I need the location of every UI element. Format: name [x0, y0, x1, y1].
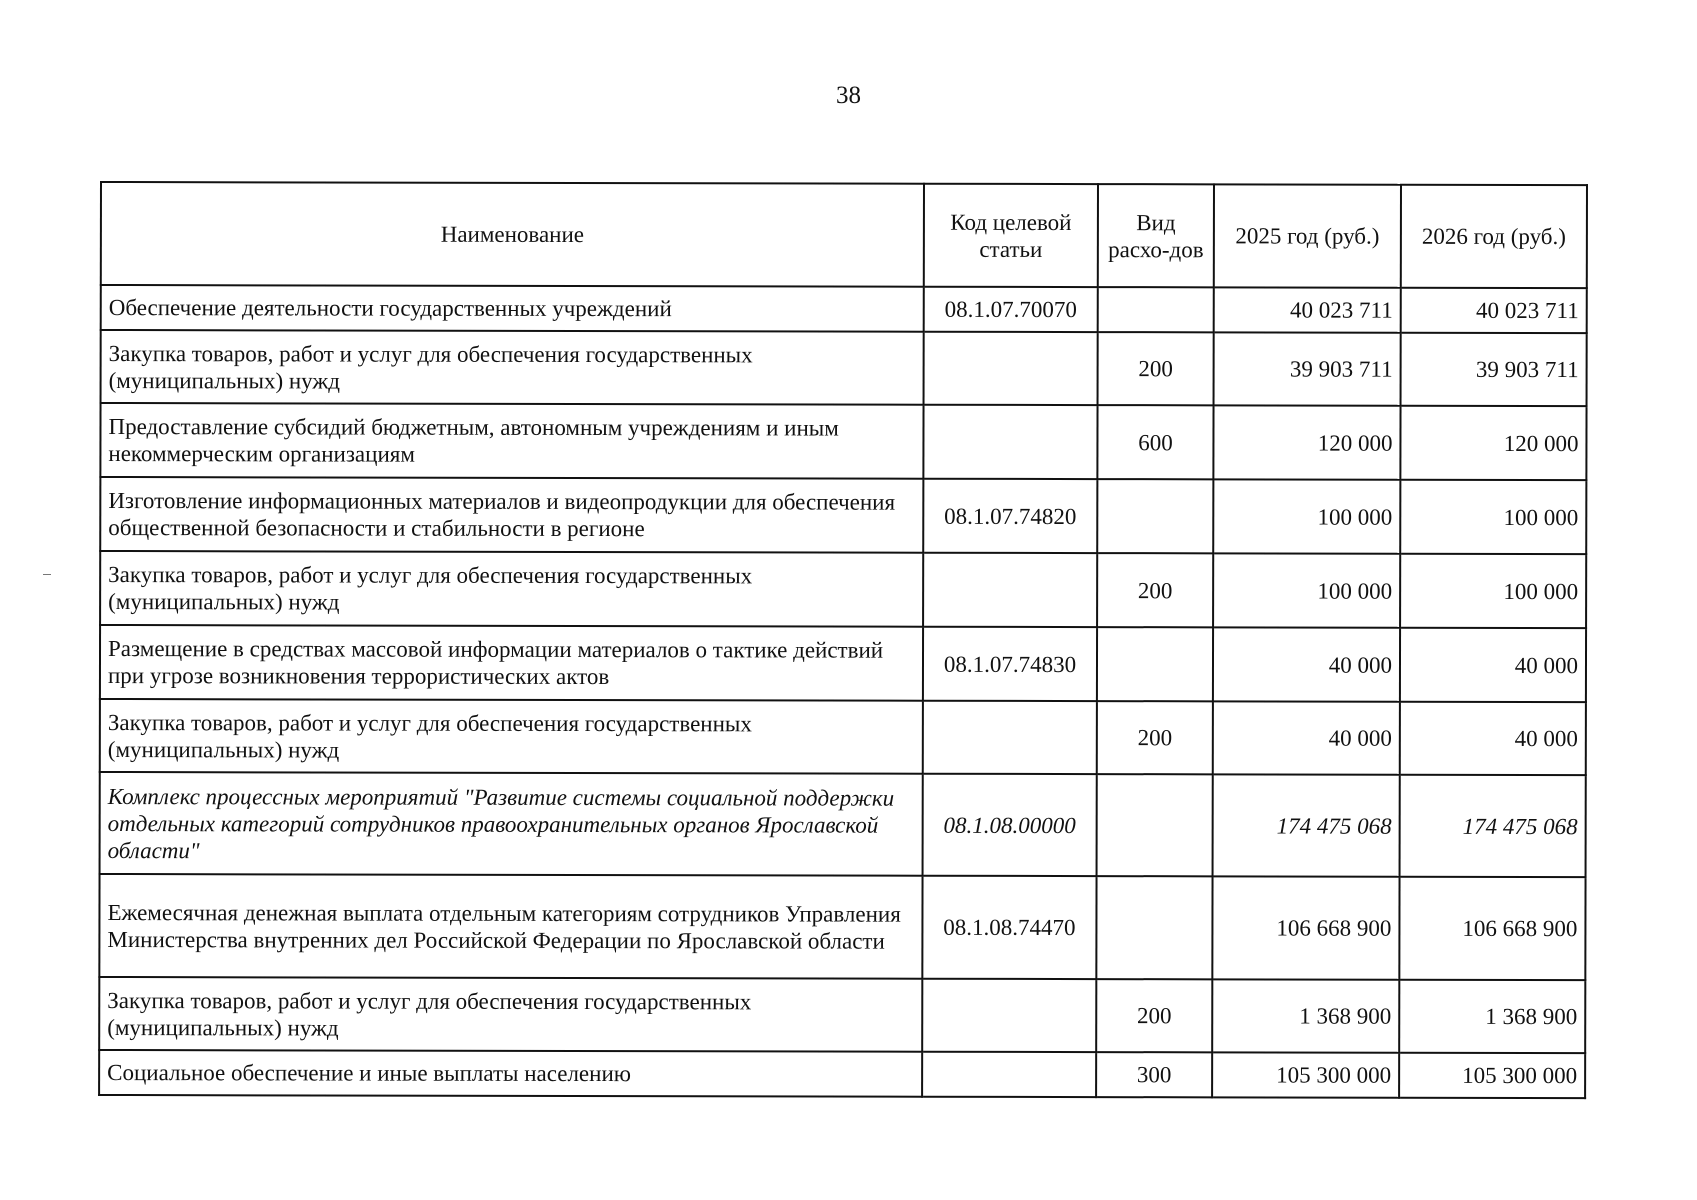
- row-code: 08.1.08.00000: [923, 774, 1097, 876]
- row-name: Комплекс процессных мероприятий "Развитие системы социальной поддержки отдельных категорий сотрудников правоохранительных органов Ярославской области": [100, 772, 923, 876]
- row-2026: 100 000: [1400, 480, 1586, 554]
- row-name: Закупка товаров, работ и услуг для обеспечения государственных (муниципальных) нужд: [100, 699, 923, 774]
- row-name: Обеспечение деятельности государственных учреждений: [101, 285, 924, 332]
- row-name: Закупка товаров, работ и услуг для обеспечения государственных (муниципальных) нужд: [100, 551, 923, 627]
- row-2025: 105 300 000: [1212, 1052, 1399, 1097]
- row-name: Социальное обеспечение и иные выплаты населению: [99, 1050, 922, 1097]
- row-2025: 100 000: [1213, 479, 1400, 553]
- row-code: [923, 553, 1097, 627]
- row-kind: 200: [1098, 332, 1214, 405]
- table-row: [100, 699, 1586, 775]
- row-kind: 200: [1097, 701, 1213, 774]
- row-kind: [1097, 627, 1213, 701]
- row-code: [922, 1052, 1096, 1097]
- header-name: Наименование: [101, 182, 924, 287]
- table-row: [99, 874, 1585, 980]
- table-row: [99, 1050, 1585, 1098]
- row-2025: 40 023 711: [1214, 287, 1401, 332]
- row-code: [924, 332, 1098, 405]
- row-2026: 40 000: [1400, 702, 1586, 775]
- row-kind: 200: [1097, 553, 1213, 627]
- row-2026: 120 000: [1400, 406, 1586, 480]
- row-name: Изготовление информационных материалов и видеопродукции для обеспечения общественной безопасности и стабильности в регионе: [100, 477, 923, 553]
- row-kind: 300: [1096, 1052, 1212, 1097]
- row-kind: [1098, 287, 1214, 332]
- header-row: [101, 182, 1587, 288]
- scan-edge-mark: [43, 574, 51, 575]
- row-kind: 600: [1097, 405, 1213, 479]
- row-name: Размещение в средствах массовой информации материалов о тактике действий при угрозе возникновения террористических актов: [100, 625, 923, 701]
- row-kind: 200: [1096, 979, 1212, 1052]
- header-code: Код целевой статьи: [924, 184, 1098, 287]
- row-2026: 40 023 711: [1401, 288, 1587, 333]
- row-2026: 1 368 900: [1399, 980, 1585, 1053]
- row-kind: [1096, 876, 1212, 979]
- table-row-program: [100, 772, 1586, 877]
- table-row: [100, 625, 1586, 702]
- table-row: [100, 551, 1586, 628]
- row-name: Закупка товаров, работ и услуг для обеспечения государственных (муниципальных) нужд: [101, 330, 924, 405]
- row-name: Закупка товаров, работ и услуг для обеспечения государственных (муниципальных) нужд: [99, 977, 922, 1052]
- row-code: 08.1.07.74820: [923, 479, 1097, 553]
- table-row: [100, 477, 1586, 554]
- page-number: 38: [836, 82, 861, 109]
- row-kind: [1097, 479, 1213, 553]
- row-2026: 174 475 068: [1400, 775, 1586, 877]
- budget-table: [98, 181, 1588, 1099]
- row-name: Ежемесячная денежная выплата отдельным категориям сотрудников Управления Министерства внутренних дел Российской Федерации по Ярославской области: [99, 874, 922, 979]
- row-code: 08.1.07.74830: [923, 627, 1097, 701]
- row-2026: 100 000: [1400, 554, 1586, 628]
- table-row: [101, 330, 1587, 406]
- row-2025: 106 668 900: [1212, 876, 1399, 979]
- table-row: [100, 403, 1586, 480]
- row-2025: 40 000: [1213, 627, 1400, 701]
- header-kind: Вид расхо-дов: [1098, 184, 1214, 287]
- row-2026: 40 000: [1400, 628, 1586, 702]
- row-code: [923, 701, 1097, 774]
- row-2025: 1 368 900: [1212, 979, 1399, 1052]
- table-row: [99, 977, 1585, 1053]
- table-row: [101, 285, 1587, 333]
- row-kind: [1097, 774, 1213, 876]
- header-2025: 2025 год (руб.): [1214, 184, 1401, 287]
- row-2026: 106 668 900: [1399, 877, 1585, 980]
- row-2025: 39 903 711: [1214, 332, 1401, 405]
- header-2026: 2026 год (руб.): [1401, 185, 1587, 288]
- row-2025: 174 475 068: [1213, 774, 1400, 876]
- row-2026: 39 903 711: [1401, 333, 1587, 406]
- row-name: Предоставление субсидий бюджетным, автономным учреждениям и иным некоммерческим организациям: [100, 403, 923, 479]
- row-2026: 105 300 000: [1399, 1053, 1585, 1098]
- row-code: 08.1.08.74470: [922, 876, 1096, 979]
- row-2025: 100 000: [1213, 553, 1400, 627]
- row-2025: 120 000: [1213, 405, 1400, 479]
- row-code: 08.1.07.70070: [924, 287, 1098, 332]
- row-code: [923, 405, 1097, 479]
- row-2025: 40 000: [1213, 701, 1400, 774]
- row-code: [922, 979, 1096, 1052]
